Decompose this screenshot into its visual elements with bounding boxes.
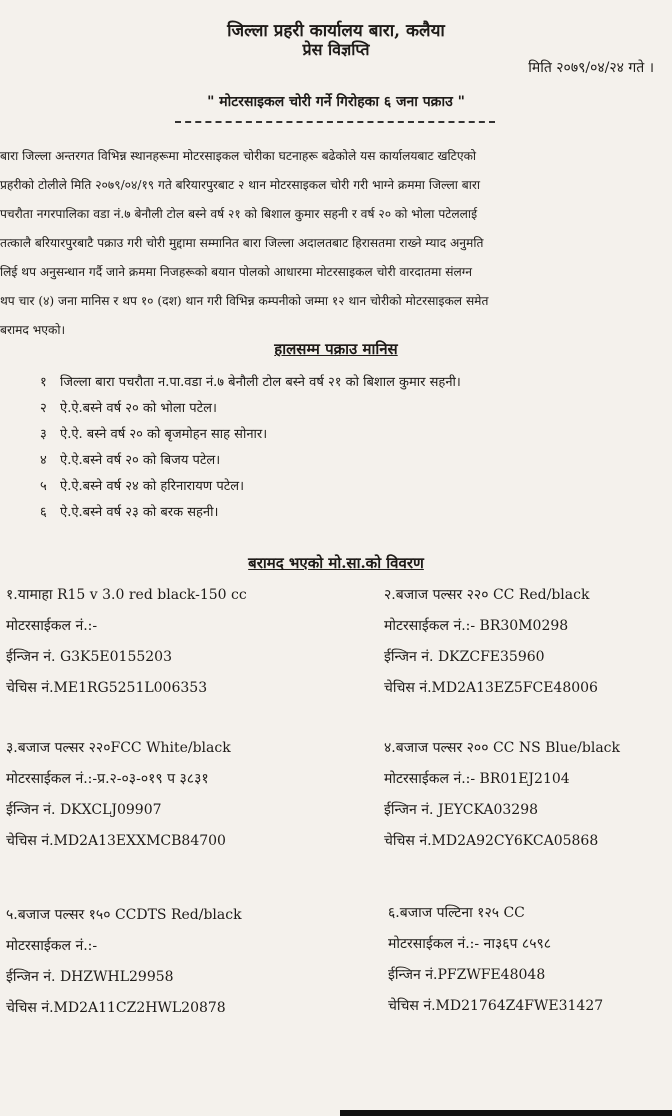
scan-edge-shadow bbox=[340, 1110, 672, 1116]
document-subtitle: प्रेस विज्ञप्ति bbox=[302, 40, 370, 59]
office-title: जिल्ला प्रहरी कार्यालय बारा, कलैया bbox=[227, 21, 445, 41]
vehicle-chassis: चेचिस नं.ME1RG5251L006353 bbox=[6, 680, 208, 696]
vehicle-card-5 bbox=[6, 900, 242, 1024]
list-text: ऐ.ऐ.बस्ने वर्ष २३ को बरक सहनी। bbox=[60, 505, 219, 520]
list-item bbox=[40, 422, 461, 448]
vehicle-card-3 bbox=[6, 733, 231, 857]
vehicle-title: ४.बजाज पल्सर २०० CC NS Blue/black bbox=[384, 740, 620, 756]
paragraph-line: थप चार (४) जना मानिस र थप १० (दश) थान गरी विभिन्न कम्पनीको जम्मा १२ थान चोरीको मोटरसाइकल समेत bbox=[0, 294, 489, 308]
list-number: ५ bbox=[40, 479, 47, 494]
list-text: जिल्ला बारा पचरौता न.पा.वडा नं.७ बेनौली टोल बस्ने वर्ष २१ को बिशाल कुमार सहनी। bbox=[60, 375, 461, 390]
vehicle-plate: मोटरसाईकल नं.:- BR30M0298 bbox=[384, 618, 569, 634]
list-number: ३ bbox=[40, 427, 47, 442]
vehicle-engine: ईन्जिन नं.PFZWFE48048 bbox=[388, 967, 546, 983]
vehicle-title: ६.बजाज पल्टिना १२५ CC bbox=[388, 905, 525, 921]
list-text: ऐ.ऐ.बस्ने वर्ष २० को भोला पटेल। bbox=[60, 401, 217, 416]
vehicle-title: ५.बजाज पल्सर १५० CCDTS Red/black bbox=[6, 907, 242, 923]
vehicle-card-2 bbox=[384, 580, 598, 704]
list-item bbox=[40, 370, 461, 396]
arrested-heading-text: हालसम्म पक्राउ मानिस bbox=[274, 340, 398, 358]
list-number: २ bbox=[40, 401, 47, 416]
recovered-heading-text: बरामद भएको मो.सा.को विवरण bbox=[248, 554, 424, 572]
list-item bbox=[40, 500, 461, 526]
vehicle-plate: मोटरसाईकल नं.:- ना३६प ८५९८ bbox=[388, 936, 552, 952]
vehicle-engine: ईन्जिन नं. G3K5E0155203 bbox=[6, 649, 172, 665]
arrested-heading bbox=[0, 339, 672, 359]
vehicle-card-4 bbox=[384, 733, 620, 857]
vehicle-plate: मोटरसाईकल नं.:-प्र.२-०३-०१९ प ३८३१ bbox=[6, 771, 209, 787]
vehicle-card-1 bbox=[6, 580, 247, 704]
list-text: ऐ.ऐ.बस्ने वर्ष २० को बिजय पटेल। bbox=[60, 453, 221, 468]
paragraph-line: पचरौता नगरपालिका वडा नं.७ बेनौली टोल बस्ने वर्ष २१ को बिशाल कुमार सहनी र वर्ष २० को भोला पटेललाई bbox=[0, 207, 478, 221]
list-item bbox=[40, 474, 461, 500]
list-number: १ bbox=[40, 375, 47, 390]
vehicle-chassis: चेचिस नं.MD2A13EZ5FCE48006 bbox=[384, 680, 598, 696]
list-item bbox=[40, 396, 461, 422]
vehicle-engine: ईन्जिन नं. JEYCKA03298 bbox=[384, 802, 539, 818]
vehicle-plate: मोटरसाईकल नं.:- bbox=[6, 618, 98, 634]
vehicle-chassis: चेचिस नं.MD21764Z4FWE31427 bbox=[388, 998, 604, 1014]
recovered-heading bbox=[0, 553, 672, 573]
vehicle-plate: मोटरसाईकल नं.:- BR01EJ2104 bbox=[384, 771, 570, 787]
vehicle-title: १.यामाहा R15 v 3.0 red black-150 cc bbox=[6, 587, 247, 603]
vehicle-card-6 bbox=[388, 898, 603, 1022]
list-number: ६ bbox=[40, 505, 47, 520]
vehicle-engine: ईन्जिन नं. DHZWHL29958 bbox=[6, 969, 174, 985]
vehicle-title: २.बजाज पल्सर २२० CC Red/black bbox=[384, 587, 590, 603]
dashed-divider bbox=[175, 121, 495, 123]
release-date: मिति २०७९/०४/२४ गते । bbox=[528, 60, 654, 76]
body-paragraph bbox=[0, 142, 672, 345]
arrested-list bbox=[40, 370, 461, 526]
paragraph-line: लिई थप अनुसन्धान गर्दै जाने क्रममा निजहरूको बयान पोलको आधारमा मोटरसाइकल चोरी वारदातमा संलग्न bbox=[0, 265, 472, 279]
vehicle-engine: ईन्जिन नं. DKXCLJ09907 bbox=[6, 802, 162, 818]
vehicle-plate: मोटरसाईकल नं.:- bbox=[6, 938, 98, 954]
paragraph-line: तत्कालै बरियारपुरबाटै पक्राउ गरी चोरी मुद्दामा सम्मानित बारा जिल्ला अदालतबाट हिरासतमा राख्ने म्याद अनुमति bbox=[0, 236, 484, 250]
paragraph-line: बारा जिल्ला अन्तरगत विभिन्न स्थानहरूमा मोटरसाइकल चोरीका घटनाहरू बढेकोले यस कार्यालयबाट खटिएको bbox=[0, 149, 477, 163]
paragraph-line: बरामद भएको। bbox=[0, 323, 66, 337]
vehicle-chassis: चेचिस नं.MD2A13EXXMCB84700 bbox=[6, 833, 226, 849]
list-item bbox=[40, 448, 461, 474]
vehicle-title: ३.बजाज पल्सर २२०FCC White/black bbox=[6, 740, 231, 756]
vehicle-chassis: चेचिस नं.MD2A92CY6KCA05868 bbox=[384, 833, 599, 849]
list-text: ऐ.ऐ.बस्ने वर्ष २४ को हरिनारायण पटेल। bbox=[60, 479, 244, 494]
headline: " मोटरसाइकल चोरी गर्ने गिरोहका ६ जना पक्राउ " bbox=[207, 94, 465, 110]
paragraph-line: प्रहरीको टोलीले मिति २०७९/०४/१९ गते बरियारपुरबाट २ थान मोटरसाइकल चोरी गरी भाग्ने क्रममा जिल्ला बारा bbox=[0, 178, 481, 192]
vehicle-chassis: चेचिस नं.MD2A11CZ2HWL20878 bbox=[6, 1000, 226, 1016]
vehicle-engine: ईन्जिन नं. DKZCFE35960 bbox=[384, 649, 545, 665]
list-number: ४ bbox=[40, 453, 47, 468]
list-text: ऐ.ऐ. बस्ने वर्ष २० को बृजमोहन साह सोनार। bbox=[60, 427, 268, 442]
